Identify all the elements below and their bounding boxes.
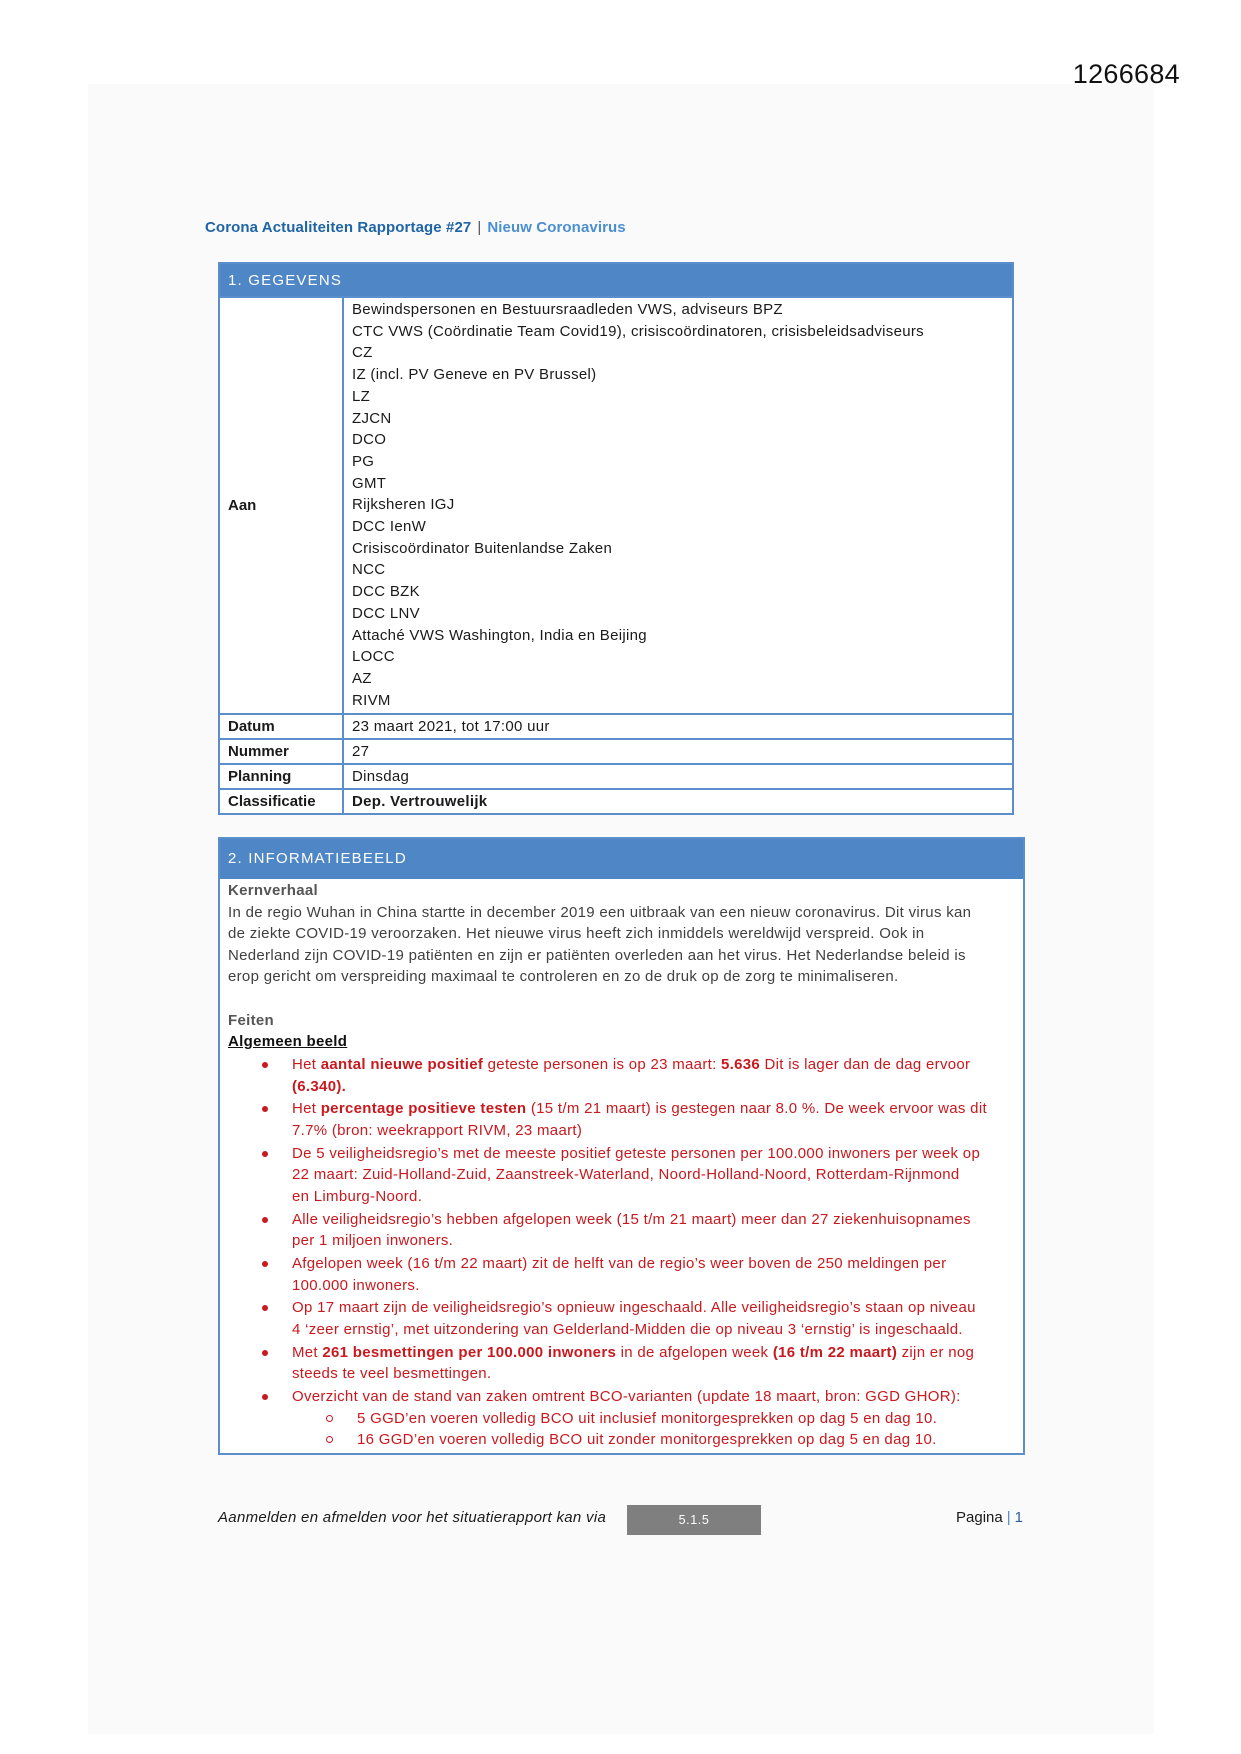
kernverhaal-line: de ziekte COVID-19 veroorzaken. Het nieuwe virus heeft zich inmiddels wereldwijd verspreid. Ook in (228, 925, 925, 943)
row-nummer (220, 738, 1012, 763)
page-label: Pagina (956, 1509, 1003, 1526)
kernverhaal-line: Nederland zijn COVID-19 patiënten en zijn er patiënten overleden aan het virus. Het Nederlandse beleid is (228, 946, 966, 964)
bullet-icon (262, 1350, 268, 1356)
gegevens-heading: 1. GEGEVENS (220, 264, 1012, 296)
recipient-item: NCC (352, 561, 386, 579)
fact-line (292, 1319, 1015, 1341)
recipient-item: DCC IenW (352, 518, 427, 536)
document-number: 1266684 (1072, 59, 1180, 89)
fact-text: De 5 veiligheidsregio’s met de meeste positief geteste personen per 100.000 inwoners per week op (292, 1144, 981, 1162)
recipient-item: LOCC (352, 648, 395, 666)
fact-item-positive-percentage (228, 1098, 1015, 1141)
fact-text-bold: (16 t/m 22 maart) (772, 1343, 898, 1361)
facts-bullet-list (228, 1054, 1015, 1451)
sub-item (292, 1429, 1015, 1451)
fact-item-infections-per-100k (228, 1342, 1015, 1385)
datum-value: 23 maart 2021, tot 17:00 uur (352, 718, 550, 735)
gegevens-table (218, 262, 1014, 815)
fact-line (292, 1230, 1015, 1252)
fact-text-bold: (6.340). (292, 1077, 347, 1095)
sub-item (292, 1408, 1015, 1430)
bullet-icon (262, 1106, 268, 1112)
fact-text: (15 t/m 21 maart) is gestegen naar 8.0 %. De week ervoor was dit (526, 1100, 987, 1118)
report-title-separator: | (477, 219, 482, 236)
fact-text: Op 17 maart zijn de veiligheidsregio’s opnieuw ingeschaald. Alle veiligheidsregio’s staan op niveau (292, 1299, 976, 1317)
fact-text: 7.7% (bron: weekrapport RIVM, 23 maart) (292, 1121, 583, 1139)
recipient-item: RIVM (352, 691, 391, 709)
fact-text: zijn er nog (897, 1343, 975, 1361)
row-datum (220, 713, 1012, 738)
fact-line (292, 1297, 1015, 1319)
bullet-icon (262, 1305, 268, 1311)
row-aan (220, 296, 1012, 713)
fact-text: Het (292, 1100, 321, 1118)
fact-line (292, 1342, 1015, 1364)
fact-text: per 1 miljoen inwoners. (292, 1232, 454, 1250)
fact-line (292, 1054, 1015, 1076)
fact-line (292, 1143, 1015, 1165)
fact-text: 22 maart: Zuid-Holland-Zuid, Zaanstreek-Waterland, Noord-Holland-Noord, Rotterdam-Rijnmond (292, 1166, 960, 1184)
aan-recipient-list (344, 298, 1012, 713)
nummer-value: 27 (352, 743, 370, 760)
bullet-icon (262, 1151, 268, 1157)
fact-text: geteste personen is op 23 maart: (483, 1055, 722, 1073)
page-separator: | (1006, 1509, 1011, 1526)
fact-text-bold: 5.636 (721, 1055, 761, 1073)
row-planning (220, 763, 1012, 788)
fact-item-bco-overview (228, 1386, 1015, 1451)
recipient-item: PG (352, 452, 375, 470)
fact-text: 100.000 inwoners. (292, 1276, 420, 1294)
row-classificatie (220, 788, 1012, 813)
fact-text: Dit is lager dan de dag ervoor (760, 1055, 971, 1073)
fact-item-risk-levels (228, 1297, 1015, 1340)
footer-subscription-text: Aanmelden en afmelden voor het situatierapport kan via (218, 1509, 607, 1526)
nummer-label: Nummer (220, 740, 344, 763)
fact-line (292, 1186, 1015, 1208)
algemeen-beeld-heading: Algemeen beeld (228, 1033, 348, 1051)
recipient-item: DCC LNV (352, 604, 420, 622)
redaction-box (627, 1505, 761, 1535)
datum-label: Datum (220, 715, 344, 738)
kernverhaal-line: erop gericht om verspreiding maximaal te controleren en zo de druk op de zorg te minimaliseren. (228, 968, 899, 986)
report-header (205, 218, 626, 238)
kernverhaal-text (228, 902, 1015, 988)
recipient-item: DCO (352, 431, 387, 449)
page-number-value: 1 (1014, 1509, 1023, 1526)
planning-label: Planning (220, 765, 344, 788)
fact-text: Het (292, 1055, 321, 1073)
planning-value: Dinsdag (352, 768, 410, 785)
fact-text-bold: percentage positieve testen (320, 1100, 527, 1118)
fact-text: Met (292, 1343, 323, 1361)
fact-line (292, 1386, 1015, 1408)
recipient-item: LZ (352, 387, 371, 405)
fact-item-regions-above-threshold (228, 1253, 1015, 1296)
fact-line (292, 1209, 1015, 1231)
fact-line (292, 1098, 1015, 1120)
fact-text-bold: 261 besmettingen per 100.000 inwoners (322, 1343, 617, 1361)
feiten-label: Feiten (228, 1011, 274, 1029)
fact-text: in de afgelopen week (616, 1343, 773, 1361)
classificatie-value: Dep. Vertrouwelijk (352, 793, 488, 810)
fact-item-hospital-admissions (228, 1209, 1015, 1252)
fact-item-new-positives (228, 1054, 1015, 1097)
fact-line (292, 1363, 1015, 1385)
recipient-item: CZ (352, 344, 373, 362)
bullet-icon (262, 1217, 268, 1223)
informatiebeeld-body (220, 879, 1023, 1451)
bullet-icon (262, 1394, 268, 1400)
fact-text: steeds te veel besmettingen. (292, 1365, 492, 1383)
report-subtitle: Nieuw Coronavirus (487, 219, 626, 236)
recipient-item: Rijksheren IGJ (352, 496, 455, 514)
fact-item-top-regions (228, 1143, 1015, 1208)
informatiebeeld-heading: 2. INFORMATIEBEELD (220, 839, 1023, 879)
fact-text: Overzicht van de stand van zaken omtrent BCO-varianten (update 18 maart, bron: GGD GHOR): (292, 1388, 961, 1406)
recipient-item: IZ (incl. PV Geneve en PV Brussel) (352, 366, 597, 384)
fact-line (292, 1164, 1015, 1186)
fact-text: en Limburg-Noord. (292, 1187, 423, 1205)
aan-label: Aan (220, 298, 344, 713)
fact-line (292, 1275, 1015, 1297)
classificatie-label: Classificatie (220, 790, 344, 813)
report-title: Corona Actualiteiten Rapportage #27 (205, 219, 472, 236)
fact-text: Afgelopen week (16 t/m 22 maart) zit de helft van de regio’s weer boven de 250 meldingen per (292, 1255, 947, 1273)
fact-text: 4 ‘zeer ernstig’, met uitzondering van Gelderland-Midden die op niveau 3 ‘ernstig’ is ingeschaald. (292, 1321, 963, 1338)
circle-bullet-icon (326, 1436, 333, 1443)
fact-text: Alle veiligheidsregio’s hebben afgelopen week (15 t/m 21 maart) meer dan 27 ziekenhuisopnames (292, 1210, 971, 1228)
sub-item-text: 5 GGD’en voeren volledig BCO uit inclusief monitorgesprekken op dag 5 en dag 10. (357, 1409, 938, 1427)
fact-line (292, 1076, 1015, 1098)
bullet-icon (262, 1261, 268, 1267)
kernverhaal-label: Kernverhaal (228, 882, 319, 899)
recipient-item: AZ (352, 669, 372, 687)
circle-bullet-icon (326, 1415, 333, 1422)
fact-line (292, 1253, 1015, 1275)
bullet-icon (262, 1062, 268, 1068)
recipient-item: Attaché VWS Washington, India en Beijing (352, 626, 647, 644)
recipient-item: Crisiscoördinator Buitenlandse Zaken (352, 539, 613, 557)
fact-line (292, 1120, 1015, 1142)
fact-text-bold: aantal nieuwe positief (320, 1055, 484, 1073)
recipient-item: Bewindspersonen en Bestuursraadleden VWS, adviseurs BPZ (352, 301, 783, 318)
page-number (956, 1507, 1023, 1529)
recipient-item: GMT (352, 474, 387, 492)
kernverhaal-line: In de regio Wuhan in China startte in december 2019 een uitbraak van een nieuw coronavirus. Dit virus kan (228, 903, 972, 921)
recipient-item: ZJCN (352, 409, 392, 427)
redaction-label: 5.1.5 (678, 1513, 710, 1527)
recipient-item: DCC BZK (352, 583, 420, 601)
informatiebeeld-table (218, 837, 1025, 1455)
sub-item-text: 16 GGD’en voeren volledig BCO uit zonder monitorgesprekken op dag 5 en dag 10. (357, 1431, 937, 1449)
recipient-item: CTC VWS (Coördinatie Team Covid19), crisiscoördinatoren, crisisbeleidsadviseurs (352, 322, 924, 340)
